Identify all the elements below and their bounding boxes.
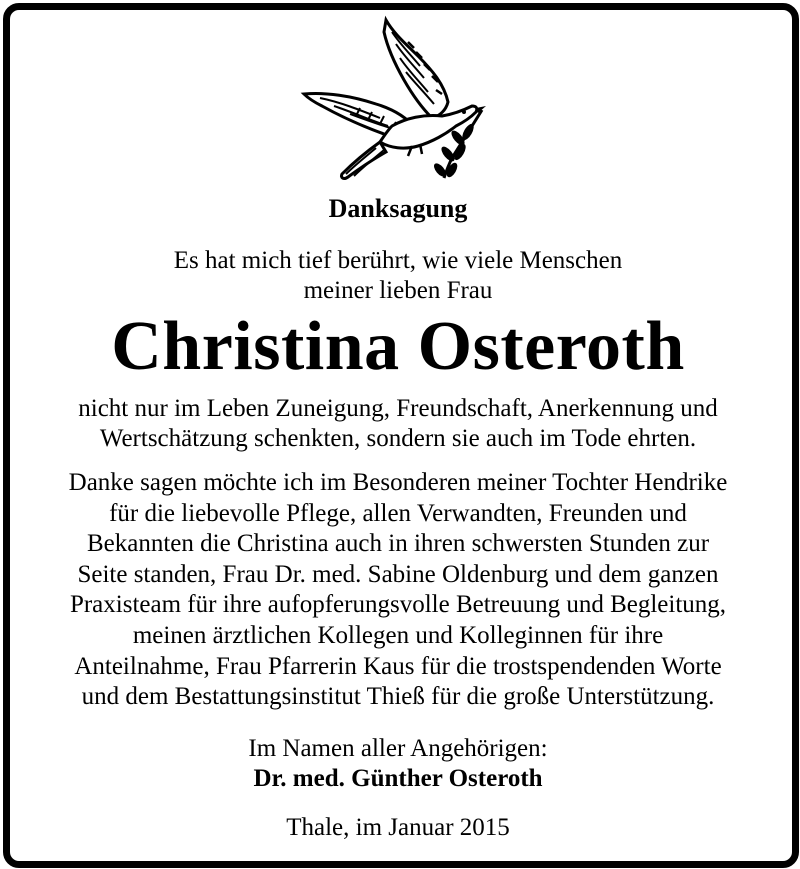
place-date: Thale, im Januar 2015 — [286, 814, 510, 841]
intro-line: Es hat mich tief berührt, wie viele Menschen — [173, 247, 623, 274]
paragraph-line: nicht nur im Leben Zuneigung, Freundschaft, Anerkennung und — [78, 395, 718, 422]
paragraph-line: meinen ärztlichen Kollegen und Kolleginnen für ihre — [132, 621, 664, 649]
notice-heading: Danksagung — [328, 194, 468, 223]
dove-icon — [300, 14, 490, 186]
paragraph-line: für die liebevolle Pflege, allen Verwandten, Freunden und — [109, 499, 687, 527]
paragraph-line: und dem Bestattungsinstitut Thieß für die große Unterstützung. — [81, 683, 715, 711]
paragraph-tribute — [0, 394, 796, 454]
paragraph-thanks — [0, 468, 796, 713]
intro-text — [0, 246, 796, 306]
intro-line: meiner lieben Frau — [303, 277, 493, 304]
closing-block — [0, 734, 796, 794]
paragraph-line: Wertschätzung schenkten, sondern sie auch im Tode ehrten. — [99, 425, 697, 452]
paragraph-line: Seite standen, Frau Dr. med. Sabine Oldenburg und dem ganzen — [77, 560, 719, 588]
paragraph-line: Danke sagen möchte ich im Besonderen meiner Tochter Hendrike — [68, 469, 728, 496]
paragraph-line: Praxisteam für ihre aufopferungsvolle Betreuung und Begleitung, — [69, 591, 727, 619]
paragraph-line: Bekannten die Christina auch in ihren schwersten Stunden zur — [86, 530, 710, 558]
signer-name: Dr. med. Günther Osteroth — [253, 765, 543, 792]
deceased-name: Christina Osteroth — [111, 308, 685, 385]
paragraph-line: Anteilnahme, Frau Pfarrerin Kaus für die trostspendenden Worte — [74, 652, 722, 680]
closing-line: Im Namen aller Angehörigen: — [248, 735, 548, 762]
